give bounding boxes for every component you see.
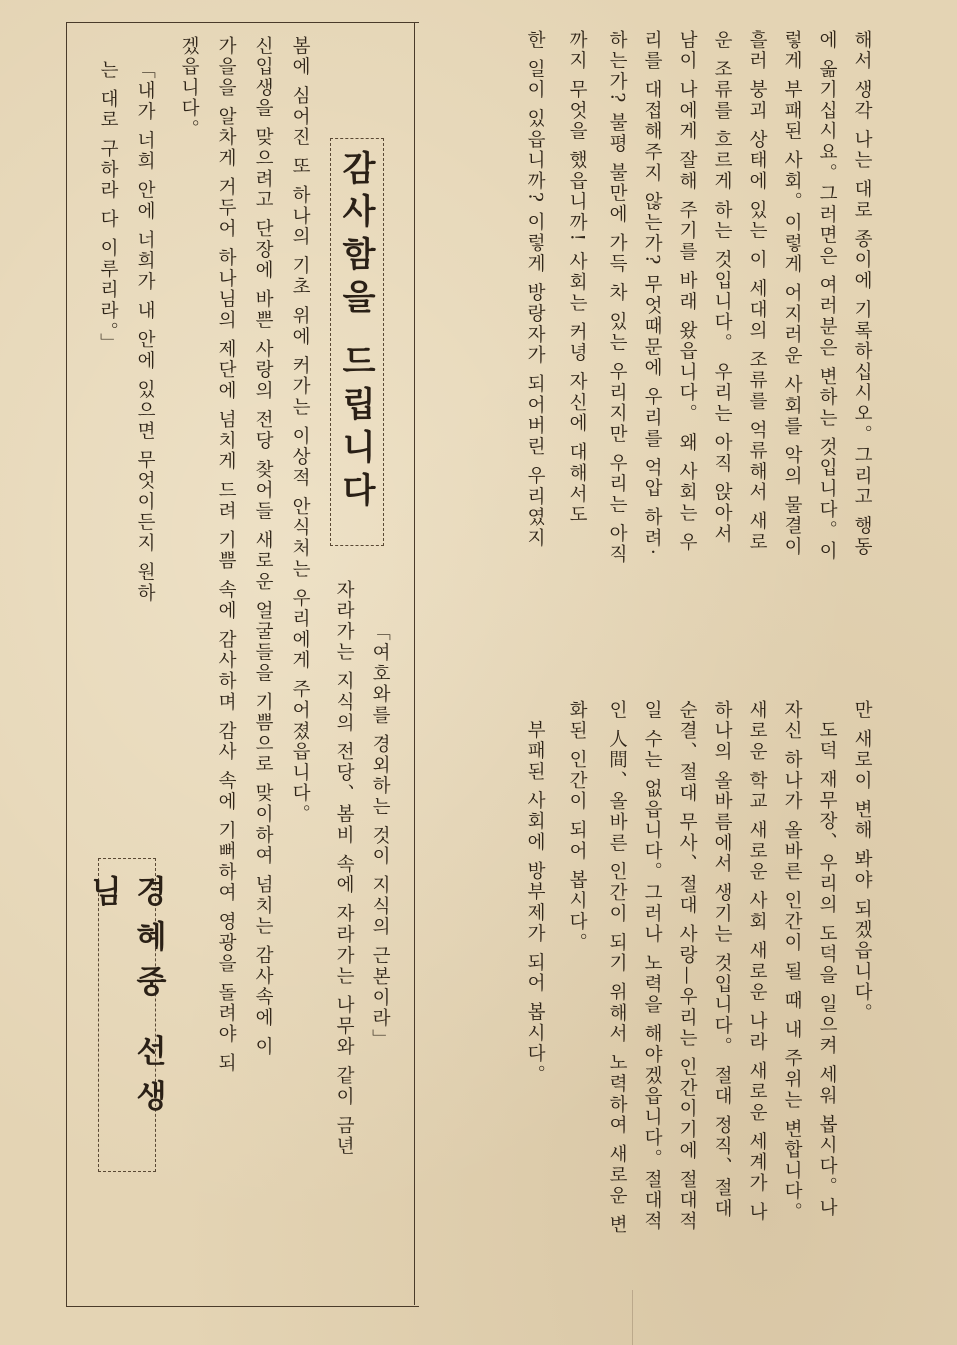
right-upper-line-4: 흘러 붕괴 상태에 있는 이 세대의 조류를 억류해서 새로 — [746, 30, 768, 554]
right-lower-line-6: 순결、절대 무사、절대 사랑—우리는 인간이기에 절대적 — [676, 700, 698, 1232]
right-upper-line-2: 에 옮기십시요。그러면은 여러분은 변하는 것입니다。이 — [816, 30, 838, 562]
author-name: 경혜중 선생님 — [85, 875, 166, 1125]
right-lower-line-10: 부패된 사회에 방부제가 되어 봅시다。 — [524, 720, 546, 1086]
body-line-5: 「내가 너희 안에 너희가 내 안에 있으면 무엇이든지 원하 — [134, 60, 156, 604]
epigraph-line-2: 자라가는 지식의 전당、봄비 속에 자라가는 나무와 같이 금년 — [333, 580, 355, 1158]
right-lower-line-8: 인 人間、올바른 인간이 되기 위해서 노력하여 새로운 변 — [606, 700, 628, 1236]
article-frame-right-edge — [414, 22, 415, 1305]
right-upper-line-10: 한 일이 있읍니까? 이렇게 방랑자가 되어버린 우리였지 — [524, 30, 546, 549]
right-lower-line-3: 자신 하나가 올바른 인간이 될 때 내 주위는 변합니다。 — [781, 700, 803, 1224]
right-lower-line-1: 만 새로이 변해 봐야 되겠읍니다。 — [851, 700, 873, 1024]
article-title: 감사함을 드립니다 — [335, 150, 376, 515]
body-line-4: 겠읍니다。 — [178, 36, 200, 140]
right-lower-line-9: 화된 인간이 되어 봅시다。 — [566, 700, 588, 954]
page-fold-line — [632, 1290, 633, 1345]
right-lower-line-2: 도덕 재무장、우리의 도덕을 일으켜 세워 봅시다。나 — [816, 720, 838, 1219]
right-upper-line-1: 해서 생각 나는 대로 종이에 기록하십시오。그리고 행동 — [851, 30, 873, 558]
epigraph-line-1: 「여호와를 경외하는 것이 지식의 근본이라」 — [369, 622, 391, 1050]
right-upper-line-7: 리를 대접해주지 않는가? 무엇때문에 우리를 억압 하려· — [641, 30, 663, 558]
right-upper-line-9: 까지 무엇을 했읍니까! 사회는 커녕 자신에 대해서도 — [566, 30, 588, 526]
body-line-6: 는 대로 구하라 다 이루리라。」 — [97, 60, 119, 354]
right-lower-line-7: 일 수는 없읍니다。그러나 노력을 해야겠읍니다。절대적 — [641, 700, 663, 1232]
right-upper-line-6: 남이 나에게 잘해 주기를 바래 왔읍니다。 왜 사회는 우 — [676, 30, 698, 554]
body-line-3: 가을을 알차게 거두어 하나님의 제단에 넘치게 드려 기쁨 속에 감사하며 감사 속에 기뻐하여 영광을 돌려야 되 — [215, 36, 237, 1074]
body-line-1: 봄에 심어진 또 하나의 기초 위에 커가는 이상적 안식처는 우리에게 주어졌읍니다。 — [289, 36, 311, 826]
right-upper-line-3: 렇게 부패된 사회。이렇게 어지러운 사회를 악의 물결이 — [781, 30, 803, 558]
right-lower-line-5: 하나의 올바름에서 생기는 것입니다。 절대 정직、절대 — [711, 700, 733, 1220]
body-line-2: 신입생을 맞으려고 단장에 바쁜 사랑의 전당 찾어들 새로운 얼굴들을 기쁨으로 맞이하여 넘치는 감사속에 이 — [252, 36, 274, 1058]
right-upper-line-8: 하는가? 불평 불만에 가득 차 있는 우리지만 우리는 아직 — [606, 30, 628, 566]
right-lower-line-4: 새로운 학교 새로운 사회 새로운 나라 새로운 세계가 나 — [746, 700, 768, 1224]
right-upper-line-5: 운 조류를 흐르게 하는 것입니다。 우리는 아직 앉아서 — [711, 30, 733, 545]
